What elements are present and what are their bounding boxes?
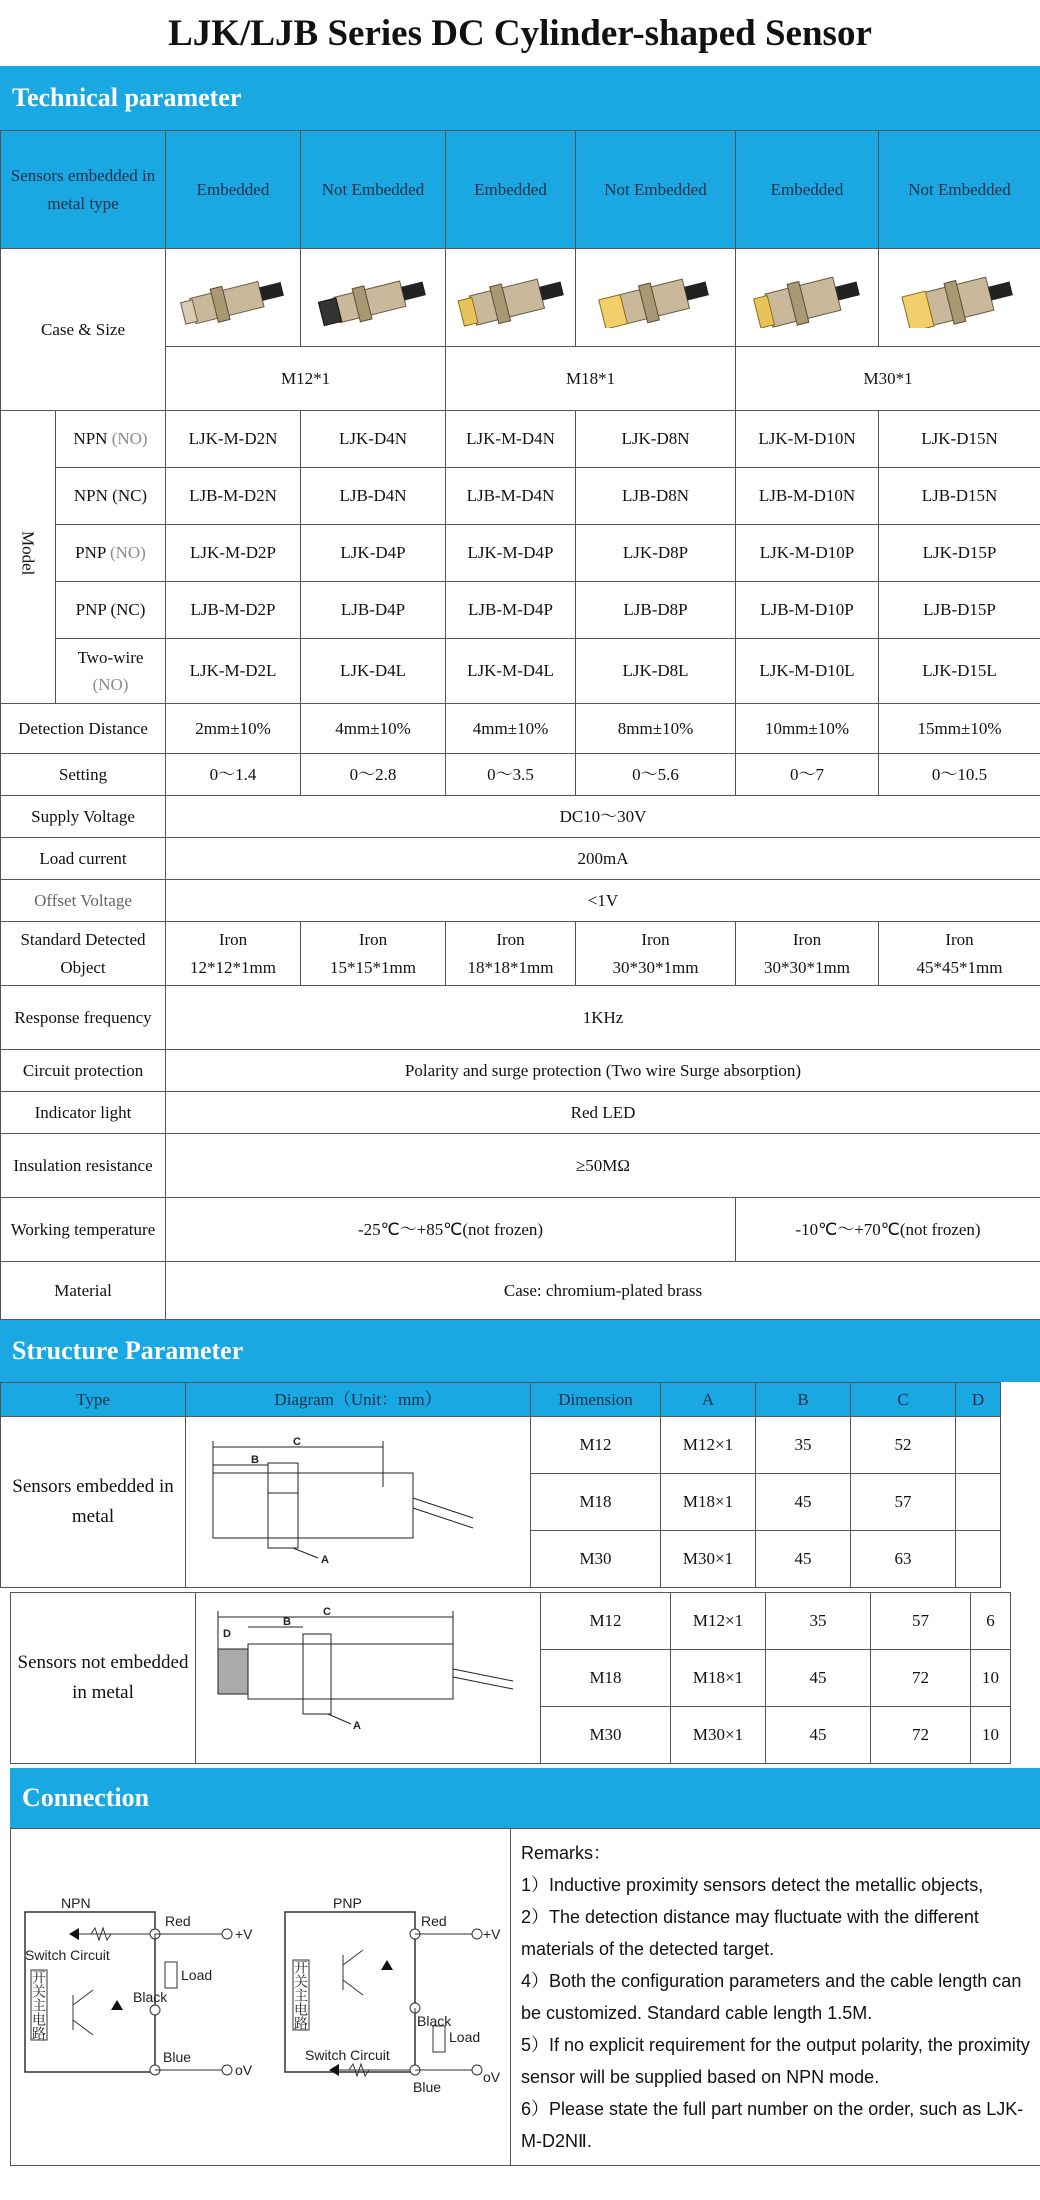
part-number: LJB-D8P — [576, 582, 736, 639]
dimension-cell: 10 — [971, 1650, 1011, 1707]
pnp-switch-label: Switch Circuit — [304, 2046, 390, 2063]
response-frequency-value: 1KHz — [166, 986, 1040, 1050]
header-b: B — [756, 1383, 851, 1417]
technical-section-header: Technical parameter — [0, 66, 1040, 130]
part-number: LJK-M-D2N — [166, 411, 301, 468]
part-number: LJB-M-D2P — [166, 582, 301, 639]
remarks-title: Remarks： — [521, 1843, 612, 1863]
detected-object — [446, 922, 576, 986]
model-label-cell — [1, 411, 56, 704]
pnp-plus-label: +V — [482, 1925, 501, 1942]
object-material: Iron — [496, 930, 525, 950]
model-type — [56, 468, 166, 525]
working-temperature-value: -25℃～+85℃(not frozen) — [166, 1198, 736, 1262]
header-a: A — [661, 1383, 756, 1417]
dimension-cell: 57 — [851, 1474, 956, 1531]
dimension-a-label: A — [321, 1553, 329, 1566]
object-material: Iron — [792, 930, 822, 950]
detection-distance-value: 2mm±10% — [166, 704, 301, 754]
header-d: D — [956, 1383, 1001, 1417]
model-type — [56, 582, 166, 639]
dimension-cell: M18 — [531, 1474, 661, 1531]
offset-voltage-label: Offset Voltage — [1, 880, 166, 922]
object-size: 30*30*1mm — [612, 957, 699, 977]
indicator-light-value: Red LED — [166, 1092, 1040, 1134]
material-label: Material — [1, 1262, 166, 1320]
header-dimension: Dimension — [531, 1383, 661, 1417]
detected-object — [736, 922, 879, 986]
dimension-cell: 10 — [971, 1707, 1011, 1764]
npn-title: NPN — [60, 1894, 91, 1911]
load-current-value: 200mA — [166, 838, 1040, 880]
working-temperature-value: -10℃～+70℃(not frozen) — [736, 1198, 1040, 1262]
npn-black-label: Black — [132, 1988, 167, 2005]
pnp-black-label: Black — [416, 2012, 451, 2029]
pnp-blue-label: Blue — [412, 2078, 441, 2095]
pnp-red-label: Red — [420, 1912, 447, 1929]
detected-object-label: Standard Detected Object — [1, 922, 166, 986]
case-size-label: Case & Size — [1, 249, 166, 411]
dimension-cell: M30 — [541, 1707, 671, 1764]
model-type — [56, 525, 166, 582]
dimension-cell: M18 — [541, 1650, 671, 1707]
remark-item: 2）The detection distance may fluctuate with the different materials of the detected target. — [521, 1907, 979, 1959]
offset-voltage-value: <1V — [166, 880, 1040, 922]
insulation-value: ≥50MΩ — [166, 1134, 1040, 1198]
object-material: Iron — [218, 930, 248, 950]
part-number: LJB-D15P — [879, 582, 1040, 639]
size-cell: M18*1 — [446, 347, 736, 411]
circuit-protection-label: Circuit protection — [1, 1050, 166, 1092]
dimension-cell: M12×1 — [661, 1417, 756, 1474]
load-current-label: Load current — [1, 838, 166, 880]
material-value: Case: chromium-plated brass — [166, 1262, 1040, 1320]
detection-distance-value: 8mm±10% — [576, 704, 736, 754]
npn-plus-label: +V — [234, 1925, 253, 1942]
model-type — [56, 639, 166, 704]
part-number: LJB-D8N — [576, 468, 736, 525]
sensor-photo — [446, 249, 576, 347]
npn-switch-label: Switch Circuit — [24, 1946, 110, 1963]
part-number: LJK-D15N — [879, 411, 1040, 468]
part-number: LJK-M-D2P — [166, 525, 301, 582]
part-number: LJK-D4P — [301, 525, 446, 582]
part-number: LJB-M-D10N — [736, 468, 879, 525]
part-number: LJK-D8L — [576, 639, 736, 704]
dimension-cell: M18×1 — [671, 1650, 766, 1707]
structure-table — [0, 1382, 1001, 1588]
dimension-cell: M12 — [541, 1593, 671, 1650]
setting-label: Setting — [1, 754, 166, 796]
part-number: LJB-D4N — [301, 468, 446, 525]
pnp-load-label: Load — [448, 2028, 480, 2045]
dimension-cell: 52 — [851, 1417, 956, 1474]
dimension-cell — [956, 1531, 1001, 1588]
dimension-cell — [956, 1417, 1001, 1474]
npn-zero-label: oV — [234, 2061, 252, 2078]
supply-voltage-label: Supply Voltage — [1, 796, 166, 838]
dimension-cell — [956, 1474, 1001, 1531]
setting-value: 0～3.5 — [446, 754, 576, 796]
dimension-cell: M12 — [531, 1417, 661, 1474]
remarks-panel — [511, 1829, 1040, 2166]
detected-object — [576, 922, 736, 986]
setting-value: 0～7 — [736, 754, 879, 796]
part-number: LJK-D8P — [576, 525, 736, 582]
pnp-zero-label: oV — [482, 2068, 500, 2085]
embed-type-cell: Embedded — [166, 131, 301, 249]
dimension-d-label: D — [223, 1627, 231, 1640]
dimension-cell: 45 — [766, 1707, 871, 1764]
embed-type-cell: Not Embedded — [879, 131, 1040, 249]
remark-item: 5）If no explicit requirement for the output polarity, the proximity sensor will be supplied based on NPN mode. — [521, 2035, 1030, 2087]
part-number: LJK-D8N — [576, 411, 736, 468]
not-embedded-dimension-drawing — [203, 1599, 533, 1749]
header-c: C — [851, 1383, 956, 1417]
object-size: 45*45*1mm — [916, 957, 1003, 977]
dimension-cell: M12×1 — [671, 1593, 766, 1650]
dimension-cell: 63 — [851, 1531, 956, 1588]
model-type-mode: (NC) — [110, 600, 146, 620]
supply-voltage-value: DC10～30V — [166, 796, 1040, 838]
detection-distance-label: Detection Distance — [1, 704, 166, 754]
sensor-photo — [879, 249, 1040, 347]
part-number: LJK-D15P — [879, 525, 1040, 582]
model-type-mode: (NO) — [109, 543, 146, 563]
model-type-mode: (NC) — [112, 486, 148, 506]
object-size: 30*30*1mm — [764, 957, 850, 977]
part-number: LJK-M-D10L — [736, 639, 879, 704]
circuit-protection-value: Polarity and surge protection (Two wire Surge absorption) — [166, 1050, 1040, 1092]
detected-object — [166, 922, 301, 986]
dimension-cell: 35 — [756, 1417, 851, 1474]
model-type — [56, 411, 166, 468]
size-cell: M30*1 — [736, 347, 1040, 411]
dimension-cell: 45 — [766, 1650, 871, 1707]
embed-type-cell: Embedded — [736, 131, 879, 249]
part-number: LJK-M-D2L — [166, 639, 301, 704]
sensor-photo — [576, 249, 736, 347]
dimension-cell: 57 — [871, 1593, 971, 1650]
part-number: LJK-D4L — [301, 639, 446, 704]
npn-load-label: Load — [180, 1966, 212, 1983]
dimension-cell: M30 — [531, 1531, 661, 1588]
embed-type-cell: Not Embedded — [576, 131, 736, 249]
dimension-cell: 6 — [971, 1593, 1011, 1650]
detection-distance-value: 15mm±10% — [879, 704, 1040, 754]
detection-distance-value: 10mm±10% — [736, 704, 879, 754]
detected-object — [301, 922, 446, 986]
dimension-cell: 35 — [766, 1593, 871, 1650]
header-diagram: Diagram（Unit：mm） — [186, 1383, 531, 1417]
embedded-type-label: Sensors embedded in metal — [1, 1417, 186, 1588]
part-number: LJK-M-D10P — [736, 525, 879, 582]
dimension-b-label: B — [283, 1615, 291, 1628]
setting-value: 0～10.5 — [879, 754, 1040, 796]
wiring-diagram-svg — [13, 1830, 509, 2156]
object-material: Iron — [945, 930, 974, 950]
dimension-cell: 45 — [756, 1531, 851, 1588]
part-number: LJB-D15N — [879, 468, 1040, 525]
part-number: LJK-D4N — [301, 411, 446, 468]
part-number: LJB-M-D10P — [736, 582, 879, 639]
structure-section-header: Structure Parameter — [0, 1320, 1040, 1382]
size-cell: M12*1 — [166, 347, 446, 411]
pnp-title: PNP — [332, 1894, 362, 1911]
working-temperature-label: Working temperature — [1, 1198, 166, 1262]
object-size: 12*12*1mm — [190, 957, 276, 977]
detection-distance-value: 4mm±10% — [446, 704, 576, 754]
indicator-light-label: Indicator light — [1, 1092, 166, 1134]
model-type-name: NPN — [73, 486, 108, 506]
wiring-diagrams — [11, 1829, 511, 2166]
part-number: LJK-M-D4P — [446, 525, 576, 582]
embed-type-label: Sensors embedded in metal type — [1, 131, 166, 249]
part-number: LJK-M-D10N — [736, 411, 879, 468]
part-number: LJK-M-D4L — [446, 639, 576, 704]
setting-value: 0～2.8 — [301, 754, 446, 796]
embed-type-cell: Embedded — [446, 131, 576, 249]
detected-object — [879, 922, 1040, 986]
model-type-name: NPN — [73, 429, 108, 449]
dimension-b-label: B — [251, 1453, 259, 1466]
remark-item: 4）Both the configuration parameters and the cable length can be customized. Standard cable length 1.5M. — [521, 1971, 1022, 2023]
dimension-c-label: C — [293, 1435, 301, 1448]
response-frequency-label: Response frequency — [1, 986, 166, 1050]
dimension-cell: 72 — [871, 1650, 971, 1707]
object-material: Iron — [358, 930, 388, 950]
sensor-photo — [166, 249, 301, 347]
model-label: Model — [18, 530, 38, 576]
not-embedded-diagram — [196, 1593, 541, 1764]
dimension-cell: M30×1 — [661, 1531, 756, 1588]
technical-table — [0, 130, 1040, 1320]
setting-value: 0～1.4 — [166, 754, 301, 796]
model-type-name: Two-wire — [77, 647, 144, 667]
dimension-c-label: C — [323, 1605, 331, 1618]
model-type-mode: (NO) — [92, 675, 129, 694]
remark-item: 6）Please state the full part number on the order, such as LJK-M-D2NⅡ. — [521, 2099, 1024, 2151]
npn-blue-label: Blue — [162, 2048, 191, 2065]
page-title: LJK/LJB Series DC Cylinder-shaped Sensor — [168, 12, 872, 54]
part-number: LJK-D15L — [879, 639, 1040, 704]
part-number: LJB-D4P — [301, 582, 446, 639]
embedded-dimension-drawing — [193, 1423, 523, 1573]
sensor-photo — [736, 249, 879, 347]
setting-value: 0～5.6 — [576, 754, 736, 796]
dimension-cell: 72 — [871, 1707, 971, 1764]
npn-chip-label: 开关主电路 — [30, 1969, 47, 2040]
part-number: LJB-M-D4N — [446, 468, 576, 525]
structure-table-not-embedded — [10, 1592, 1011, 1764]
model-type-name: PNP — [75, 543, 106, 563]
model-type-name: PNP — [75, 600, 107, 620]
object-size: 18*18*1mm — [467, 957, 554, 977]
dimension-cell: M18×1 — [661, 1474, 756, 1531]
connection-section-header: Connection — [10, 1768, 1040, 1828]
remark-item: 1）Inductive proximity sensors detect the metallic objects, — [521, 1875, 984, 1895]
dimension-a-label: A — [353, 1719, 361, 1732]
not-embedded-type-label: Sensors not embedded in metal — [11, 1593, 196, 1764]
pnp-chip-label: 开关主电路 — [292, 1959, 309, 2030]
embed-type-cell: Not Embedded — [301, 131, 446, 249]
insulation-label: Insulation resistance — [1, 1134, 166, 1198]
part-number: LJK-M-D4N — [446, 411, 576, 468]
part-number: LJB-M-D4P — [446, 582, 576, 639]
object-size: 15*15*1mm — [330, 957, 416, 977]
sensor-photo — [301, 249, 446, 347]
dimension-cell: M30×1 — [671, 1707, 766, 1764]
connection-table — [10, 1828, 1040, 2166]
npn-red-label: Red — [164, 1912, 191, 1929]
model-type-mode: (NO) — [111, 429, 148, 449]
dimension-cell: 45 — [756, 1474, 851, 1531]
part-number: LJB-M-D2N — [166, 468, 301, 525]
embedded-diagram — [186, 1417, 531, 1588]
object-material: Iron — [641, 930, 670, 950]
header-type: Type — [1, 1383, 186, 1417]
detection-distance-value: 4mm±10% — [301, 704, 446, 754]
